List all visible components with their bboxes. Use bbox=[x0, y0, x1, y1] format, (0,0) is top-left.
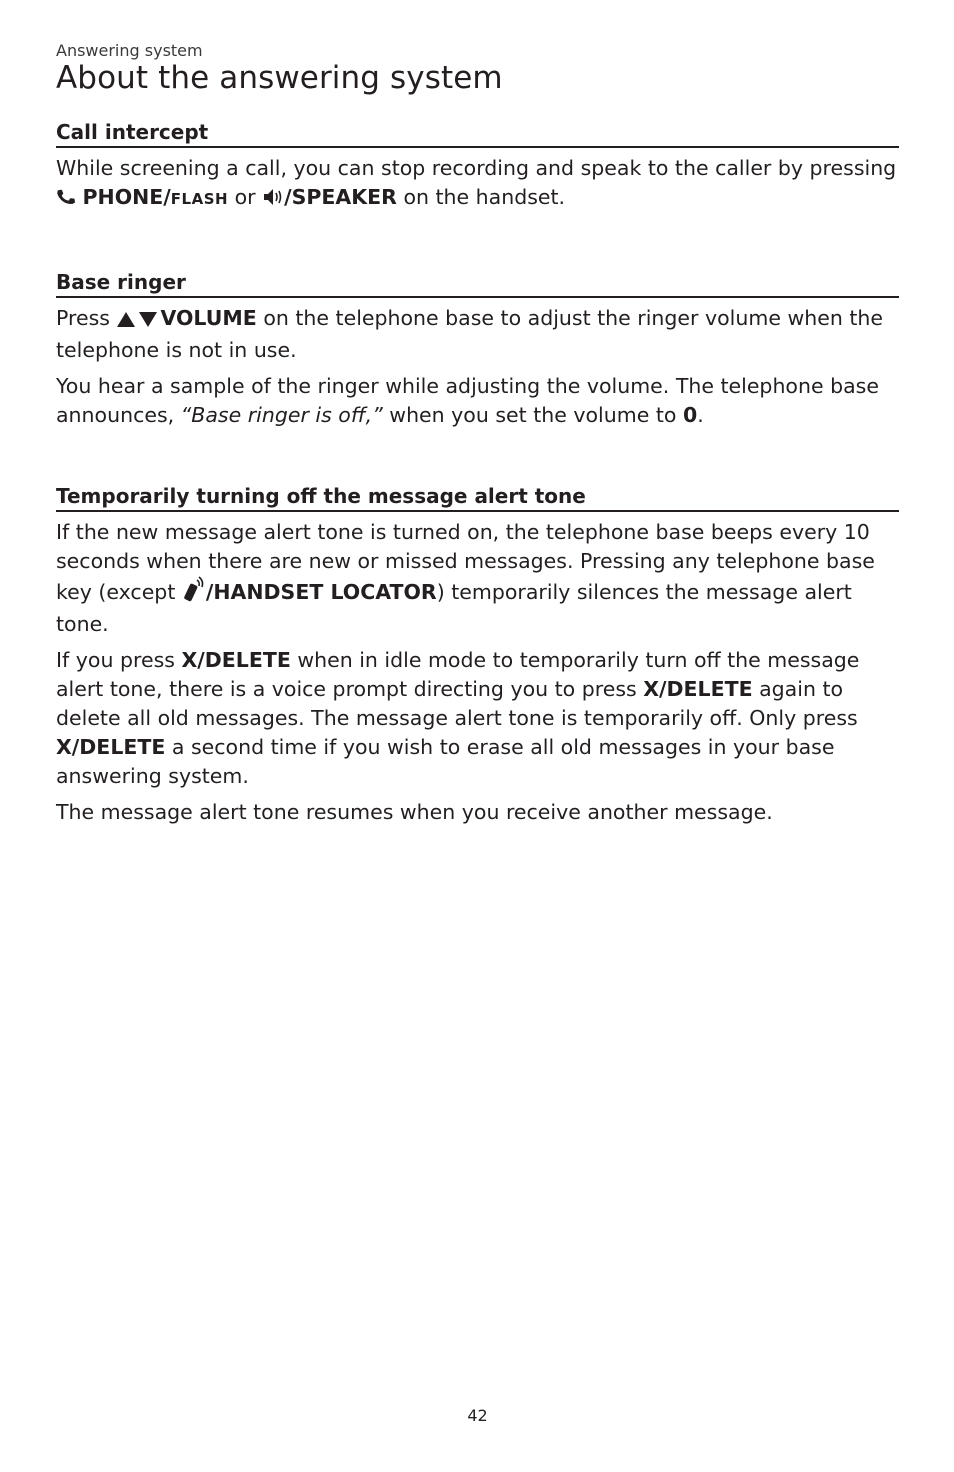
section-call-intercept bbox=[56, 118, 899, 215]
key-delete: X/DELETE bbox=[56, 735, 166, 759]
page-title: About the answering system bbox=[56, 60, 503, 96]
section-heading: Base ringer bbox=[56, 268, 899, 298]
section-heading: Call intercept bbox=[56, 118, 899, 148]
volume-value: 0 bbox=[682, 403, 698, 427]
paragraph: You hear a sample of the ringer while adjusting the volume. The telephone base announces, “Base ringer is off,” when you set the volume to 0. bbox=[56, 374, 879, 427]
volume-up-down-icon bbox=[116, 307, 160, 336]
key-delete: X/DELETE bbox=[181, 648, 291, 672]
key-speaker: /SPEAKER bbox=[284, 185, 397, 209]
page-number: 42 bbox=[467, 1406, 488, 1425]
handset-locator-icon bbox=[182, 576, 206, 610]
section-heading: Temporarily turning off the message alert tone bbox=[56, 482, 899, 512]
paragraph: If the new message alert tone is turned on, the telephone base beeps every 10 seconds when there are new or missed messages. Pressing any telephone base key (except /HANDSET LOCATOR) temporarily silences the message alert tone. bbox=[56, 520, 875, 636]
paragraph: If you press X/DELETE when in idle mode to temporarily turn off the message alert tone, there is a voice prompt directing you to press X/DELETE again to delete all old messages. The message alert tone is temporarily off. Only press X/DELETE a second time if you wish to erase all old messages in your base answering system. bbox=[56, 648, 860, 788]
key-handset-locator: /HANDSET LOCATOR bbox=[205, 580, 437, 604]
paragraph: Press VOLUME on the telephone base to adjust the ringer volume when the telephone is not in use. bbox=[56, 306, 883, 362]
section-base-ringer bbox=[56, 268, 899, 430]
phone-icon bbox=[56, 186, 76, 215]
key-delete: X/DELETE bbox=[643, 677, 753, 701]
voice-prompt-quote: “Base ringer is off,” bbox=[180, 403, 383, 427]
key-phone: PHONE/ bbox=[82, 185, 171, 209]
paragraph: The message alert tone resumes when you receive another message. bbox=[56, 800, 773, 824]
running-head: Answering system bbox=[56, 41, 203, 60]
key-volume: VOLUME bbox=[160, 306, 257, 330]
key-flash: FLASH bbox=[170, 190, 229, 208]
speaker-icon bbox=[262, 186, 284, 215]
paragraph: While screening a call, you can stop recording and speak to the caller by pressing PHONE/FLASH or /SPEAKER on the handset. bbox=[56, 154, 899, 215]
section-alert-tone bbox=[56, 482, 899, 827]
